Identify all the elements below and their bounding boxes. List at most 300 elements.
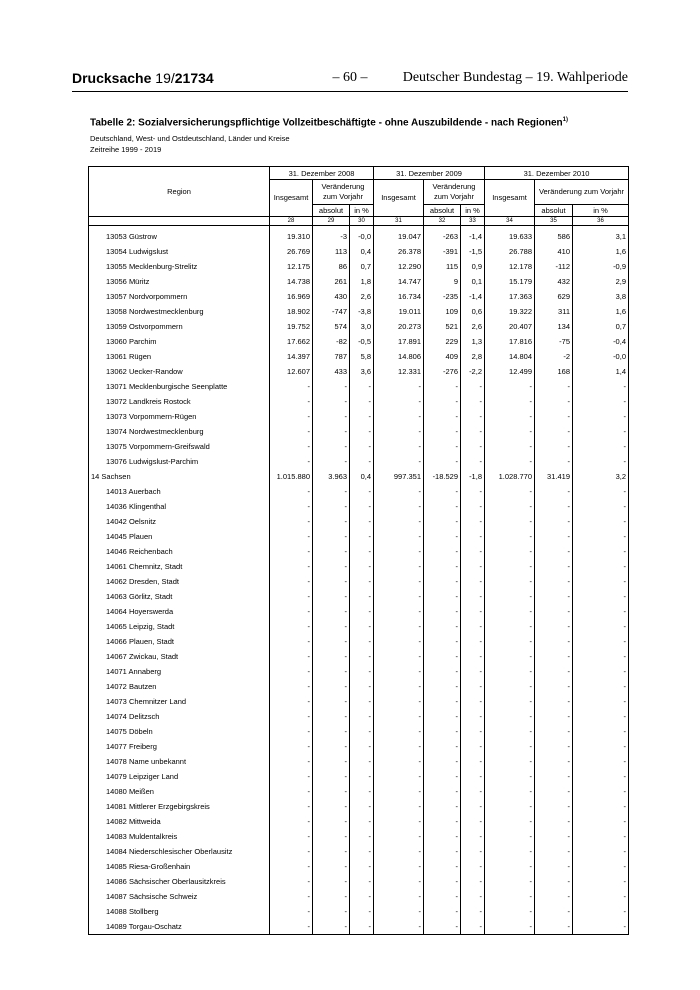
value-cell: - [313,844,350,859]
value-cell: - [374,649,424,664]
table-row [89,304,629,319]
table-row [89,499,629,514]
value-cell: - [424,664,461,679]
value-cell: - [270,439,313,454]
value-cell: - [535,634,573,649]
value-cell: - [485,379,535,394]
value-cell: - [573,439,629,454]
value-cell: - [270,484,313,499]
value-cell: 997.351 [374,469,424,484]
value-cell: - [270,649,313,664]
value-cell: -276 [424,364,461,379]
column-number: 30 [350,217,374,226]
value-cell: - [350,814,374,829]
value-cell: - [573,529,629,544]
value-cell: - [461,499,485,514]
value-cell: - [350,574,374,589]
region-cell: 14082 Mittweida [89,814,270,829]
table-row [89,694,629,709]
value-cell: - [461,664,485,679]
column-number: 36 [573,217,629,226]
value-cell: - [350,874,374,889]
value-cell: - [270,424,313,439]
region-cell: 14 Sachsen [89,469,270,484]
value-cell: - [350,649,374,664]
value-cell: - [573,664,629,679]
table-row [89,379,629,394]
value-cell: - [461,619,485,634]
table-row [89,394,629,409]
value-cell: 19.322 [485,304,535,319]
value-cell: - [424,574,461,589]
table-row [89,829,629,844]
table-title-footnote: 1) [562,117,569,123]
region-cell: 13058 Nordwestmecklenburg [89,304,270,319]
value-cell: - [374,859,424,874]
value-cell: - [573,874,629,889]
value-cell: 1,8 [350,274,374,289]
change-header: Veränderung zum Vorjahr [424,180,485,205]
percent-header: in % [350,205,374,217]
value-cell: 19.047 [374,226,424,245]
value-cell: - [573,859,629,874]
value-cell: - [535,724,573,739]
value-cell: -75 [535,334,573,349]
value-cell: - [270,544,313,559]
value-cell: - [270,829,313,844]
value-cell: - [270,499,313,514]
value-cell: - [374,709,424,724]
value-cell: 16.734 [374,289,424,304]
value-cell: - [270,799,313,814]
table-row [89,619,629,634]
value-cell: - [461,514,485,529]
value-cell: 17.662 [270,334,313,349]
table-row [89,634,629,649]
value-cell: - [461,904,485,919]
value-cell: - [535,889,573,904]
table-row [89,649,629,664]
value-cell: - [270,529,313,544]
value-cell: - [573,394,629,409]
value-cell: 0,4 [350,469,374,484]
value-cell: 17.891 [374,334,424,349]
value-cell: - [485,739,535,754]
value-cell: - [461,814,485,829]
value-cell: - [535,484,573,499]
value-cell: - [535,904,573,919]
value-cell: - [485,544,535,559]
value-cell: 409 [424,349,461,364]
value-cell: - [461,559,485,574]
value-cell: - [313,874,350,889]
value-cell: - [573,799,629,814]
value-cell: 0,7 [573,319,629,334]
value-cell: - [313,769,350,784]
region-cell: 14073 Chemnitzer Land [89,694,270,709]
value-cell: - [424,799,461,814]
region-cell: 14036 Klingenthal [89,499,270,514]
region-cell: 13072 Landkreis Rostock [89,394,270,409]
value-cell: - [461,574,485,589]
table-row [89,784,629,799]
value-cell: -0,9 [573,259,629,274]
value-cell: - [461,889,485,904]
value-cell: 14.804 [485,349,535,364]
value-cell: - [350,529,374,544]
value-cell: - [374,919,424,935]
value-cell: - [270,904,313,919]
region-cell: 13062 Uecker-Randow [89,364,270,379]
value-cell: 26.378 [374,244,424,259]
value-cell: - [424,589,461,604]
value-cell: - [535,529,573,544]
value-cell: - [461,784,485,799]
value-cell: - [535,799,573,814]
value-cell: - [485,484,535,499]
value-cell: - [424,634,461,649]
value-cell: - [573,724,629,739]
value-cell: - [535,739,573,754]
value-cell: - [374,394,424,409]
value-cell: - [535,649,573,664]
value-cell: - [374,634,424,649]
value-cell: - [485,829,535,844]
subtitle-scope: Deutschland, West- und Ostdeutschland, Länder und Kreise [90,134,290,143]
value-cell: - [485,439,535,454]
region-cell: 13055 Mecklenburg-Strelitz [89,259,270,274]
value-cell: - [573,754,629,769]
value-cell: - [573,679,629,694]
page-header [72,70,628,90]
value-cell: 12.290 [374,259,424,274]
table-title-text: Tabelle 2: Sozialversicherungspflichtige Vollzeitbeschäftigte - ohne Auszubildende - nach Regionen [90,117,563,129]
region-cell: 14077 Freiberg [89,739,270,754]
table-row [89,319,629,334]
value-cell: - [374,574,424,589]
table-row [89,226,629,245]
value-cell: - [270,769,313,784]
value-cell: - [270,379,313,394]
value-cell: - [270,559,313,574]
value-cell: 2,6 [350,289,374,304]
value-cell: - [485,724,535,739]
value-cell: -1,8 [461,469,485,484]
table-row [89,454,629,469]
table-row [89,814,629,829]
value-cell: - [374,784,424,799]
value-cell: - [535,679,573,694]
value-cell: 12.178 [485,259,535,274]
column-number: 33 [461,217,485,226]
region-cell: 14079 Leipziger Land [89,769,270,784]
table-row [89,559,629,574]
value-cell: - [485,454,535,469]
value-cell: - [374,724,424,739]
table-row [89,364,629,379]
value-cell: - [374,904,424,919]
value-cell: - [313,724,350,739]
value-cell: - [424,694,461,709]
value-cell: 3,1 [573,226,629,245]
column-number: 35 [535,217,573,226]
column-number: 29 [313,217,350,226]
value-cell: - [424,754,461,769]
value-cell: 574 [313,319,350,334]
value-cell: 521 [424,319,461,334]
value-cell: - [485,589,535,604]
region-cell: 14085 Riesa-Großenhain [89,859,270,874]
value-cell: - [374,814,424,829]
value-cell: - [313,424,350,439]
value-cell: - [573,769,629,784]
value-cell: - [461,754,485,769]
value-cell: - [573,589,629,604]
value-cell: - [424,559,461,574]
value-cell: - [313,814,350,829]
value-cell: - [350,919,374,935]
region-cell: 14062 Dresden, Stadt [89,574,270,589]
value-cell: 113 [313,244,350,259]
value-cell: - [313,439,350,454]
value-cell: - [424,529,461,544]
table-row [89,604,629,619]
value-cell: - [374,499,424,514]
value-cell: - [535,514,573,529]
value-cell: - [270,784,313,799]
value-cell: - [535,604,573,619]
value-cell: - [573,379,629,394]
value-cell: - [350,694,374,709]
value-cell: - [424,499,461,514]
region-header: Region [89,167,270,217]
value-cell: - [313,904,350,919]
value-cell: - [374,799,424,814]
value-cell: 1,4 [573,364,629,379]
value-cell: - [573,694,629,709]
total-header: Insgesamt [485,180,535,217]
region-cell: 14064 Hoyerswerda [89,604,270,619]
value-cell: - [424,649,461,664]
value-cell: 586 [535,226,573,245]
value-cell: - [485,919,535,935]
value-cell: - [424,604,461,619]
value-cell: 18.902 [270,304,313,319]
total-header: Insgesamt [270,180,313,217]
table-row [89,769,629,784]
value-cell: - [573,604,629,619]
value-cell: 1,6 [573,304,629,319]
value-cell: - [485,769,535,784]
value-cell: - [313,694,350,709]
value-cell: - [313,889,350,904]
value-cell: - [270,754,313,769]
table-row [89,919,629,935]
value-cell: - [535,544,573,559]
value-cell: - [424,379,461,394]
value-cell: 1.028.770 [485,469,535,484]
table-row [89,799,629,814]
value-cell: - [350,454,374,469]
value-cell: - [573,919,629,935]
value-cell: - [313,529,350,544]
value-cell: - [374,544,424,559]
value-cell: 19.310 [270,226,313,245]
table-row [89,244,629,259]
value-cell: - [424,739,461,754]
value-cell: - [270,889,313,904]
value-cell: - [374,844,424,859]
publisher-heading: Deutscher Bundestag – 19. Wahlperiode [402,70,628,85]
value-cell: - [313,379,350,394]
value-cell: - [535,619,573,634]
table-row [89,739,629,754]
value-cell: - [535,379,573,394]
value-cell: 12.175 [270,259,313,274]
value-cell: - [424,769,461,784]
value-cell: - [573,514,629,529]
value-cell: - [461,829,485,844]
value-cell: - [270,574,313,589]
region-cell: 14081 Mittlerer Erzgebirgskreis [89,799,270,814]
value-cell: - [461,769,485,784]
value-cell: 261 [313,274,350,289]
value-cell: 433 [313,364,350,379]
region-cell: 14046 Reichenbach [89,544,270,559]
value-cell: - [350,499,374,514]
value-cell: - [461,859,485,874]
value-cell: - [573,409,629,424]
value-cell: 2,8 [461,349,485,364]
value-cell: - [535,829,573,844]
table-row [89,349,629,364]
value-cell: -1,5 [461,244,485,259]
value-cell: - [535,574,573,589]
value-cell: 3,0 [350,319,374,334]
value-cell: 0,9 [461,259,485,274]
value-cell: - [374,694,424,709]
value-cell: - [461,454,485,469]
value-cell: - [270,739,313,754]
value-cell: - [374,889,424,904]
value-cell: - [374,514,424,529]
value-cell: - [485,424,535,439]
region-cell: 14080 Meißen [89,784,270,799]
date-header: 31. Dezember 2009 [374,167,485,180]
value-cell: - [424,724,461,739]
value-cell: - [461,424,485,439]
value-cell: - [461,394,485,409]
region-cell: 14063 Görlitz, Stadt [89,589,270,604]
value-cell: 1,3 [461,334,485,349]
value-cell: 3.963 [313,469,350,484]
value-cell: - [350,664,374,679]
value-cell: - [350,799,374,814]
value-cell: - [461,874,485,889]
value-cell: - [485,634,535,649]
value-cell: - [573,559,629,574]
date-header: 31. Dezember 2010 [485,167,629,180]
value-cell: 2,6 [461,319,485,334]
table-row [89,724,629,739]
value-cell: -112 [535,259,573,274]
region-cell: 14045 Plauen [89,529,270,544]
value-cell: 14.738 [270,274,313,289]
value-cell: - [313,604,350,619]
value-cell: - [313,784,350,799]
value-cell: -3 [313,226,350,245]
value-cell: -0,0 [350,226,374,245]
region-cell: 14075 Döbeln [89,724,270,739]
region-cell: 14071 Annaberg [89,664,270,679]
value-cell: -235 [424,289,461,304]
table-body [89,226,629,935]
value-cell: - [374,829,424,844]
value-cell: - [350,859,374,874]
value-cell: - [424,484,461,499]
value-cell: - [313,919,350,935]
value-cell: - [374,409,424,424]
value-cell: 1.015.880 [270,469,313,484]
value-cell: 2,9 [573,274,629,289]
value-cell: - [374,424,424,439]
value-cell: - [313,829,350,844]
value-cell: - [535,424,573,439]
value-cell: - [350,379,374,394]
value-cell: - [485,514,535,529]
value-cell: - [573,739,629,754]
header-divider [72,91,628,92]
region-cell: 13076 Ludwigslust-Parchim [89,454,270,469]
value-cell: - [424,424,461,439]
value-cell: - [313,544,350,559]
value-cell: - [485,619,535,634]
value-cell: - [350,439,374,454]
value-cell: - [313,709,350,724]
value-cell: - [270,874,313,889]
value-cell: 31.419 [535,469,573,484]
value-cell: 3,8 [573,289,629,304]
table-row [89,259,629,274]
value-cell: - [535,409,573,424]
value-cell: - [424,919,461,935]
value-cell: - [424,784,461,799]
percent-header: in % [573,205,629,217]
value-cell: - [461,724,485,739]
value-cell: - [485,604,535,619]
percent-header: in % [461,205,485,217]
value-cell: - [535,814,573,829]
value-cell: 0,6 [461,304,485,319]
table-title [90,117,568,128]
value-cell: - [313,739,350,754]
value-cell: - [461,634,485,649]
value-cell: - [461,844,485,859]
value-cell: - [350,679,374,694]
value-cell: - [573,634,629,649]
value-cell: - [424,619,461,634]
value-cell: - [350,784,374,799]
value-cell: - [270,919,313,935]
table-row [89,679,629,694]
value-cell: - [424,679,461,694]
value-cell: 432 [535,274,573,289]
total-header: Insgesamt [374,180,424,217]
region-cell: 14066 Plauen, Stadt [89,634,270,649]
value-cell: - [461,679,485,694]
value-cell: - [350,424,374,439]
value-cell: 1,6 [573,244,629,259]
